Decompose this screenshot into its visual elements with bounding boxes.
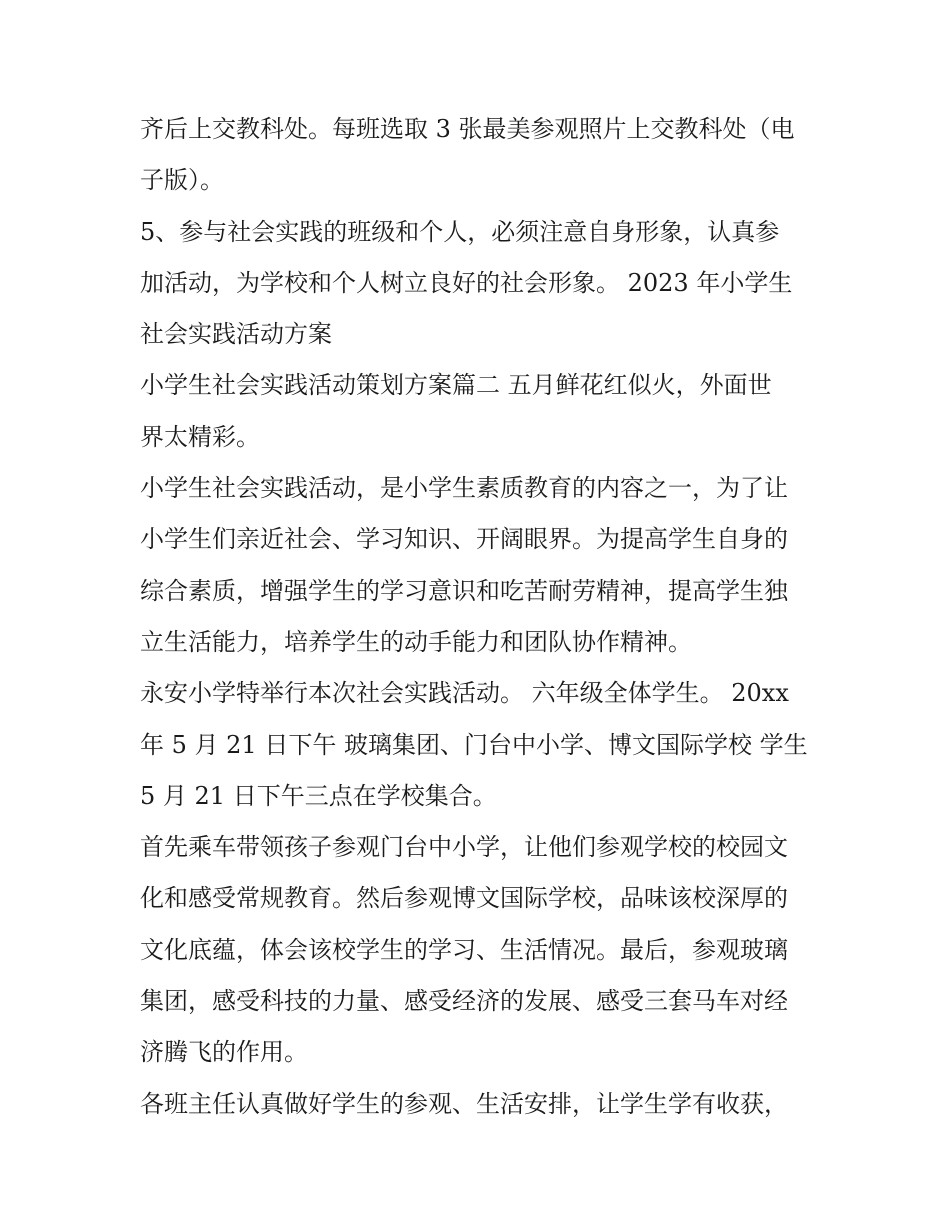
text-line: 小学生社会实践活动策划方案篇二 五月鲜花红似火，外面世: [140, 371, 772, 400]
paragraph-plan-two-intro: [140, 360, 816, 463]
text-line: 年 5 月 21 日下午 玻璃集团、门台中小学、博文国际学校 学生: [140, 730, 808, 759]
text-line: 齐后上交教科处。每班选取 3 张最美参观照片上交教科处（电: [140, 115, 795, 143]
text-line: 小学生们亲近社会、学习知识、开阔眼界。为提高学生自身的: [140, 525, 788, 554]
paragraph-purpose: [140, 463, 816, 668]
text-line: 小学生社会实践活动，是小学生素质教育的内容之一，为了让: [140, 474, 788, 503]
paragraph-item-5: [140, 207, 816, 361]
text-line: 各班主任认真做好学生的参观、生活安排，让学生学有收获，: [140, 1089, 788, 1118]
text-line: 综合素质，增强学生的学习意识和吃苦耐劳精神，提高学生独: [140, 576, 788, 605]
text-line: 文化底蕴，体会该校学生的学习、生活情况。最后，参观玻璃: [140, 935, 788, 964]
text-line: 济腾飞的作用。: [140, 1038, 308, 1067]
paragraph-event-details: [140, 668, 816, 822]
text-line: 子版）。: [140, 166, 224, 195]
text-line: 化和感受常规教育。然后参观博文国际学校，品味该校深厚的: [140, 884, 788, 913]
document-body: [140, 104, 816, 1130]
text-line: 首先乘车带领孩子参观门台中小学，让他们参观学校的校园文: [140, 833, 788, 862]
paragraph-itinerary: [140, 822, 816, 1078]
text-line: 立生活能力，培养学生的动手能力和团队协作精神。: [140, 627, 692, 656]
paragraph-submission-note: [140, 104, 816, 207]
text-line: 5、参与社会实践的班级和个人，必须注意自身形象，认真参: [140, 217, 780, 246]
paragraph-teacher-arrangements: [140, 1079, 816, 1130]
text-line: 集团，感受科技的力量、感受经济的发展、感受三套马车对经: [140, 987, 788, 1016]
text-line: 社会实践活动方案: [140, 320, 332, 349]
text-line: 永安小学特举行本次社会实践活动。 六年级全体学生。 20xx: [140, 679, 789, 708]
text-line: 界太精彩。: [140, 422, 260, 451]
text-line: 加活动，为学校和个人树立良好的社会形象。 2023 年小学生: [140, 268, 793, 297]
text-line: 5 月 21 日下午三点在学校集合。: [140, 781, 497, 810]
